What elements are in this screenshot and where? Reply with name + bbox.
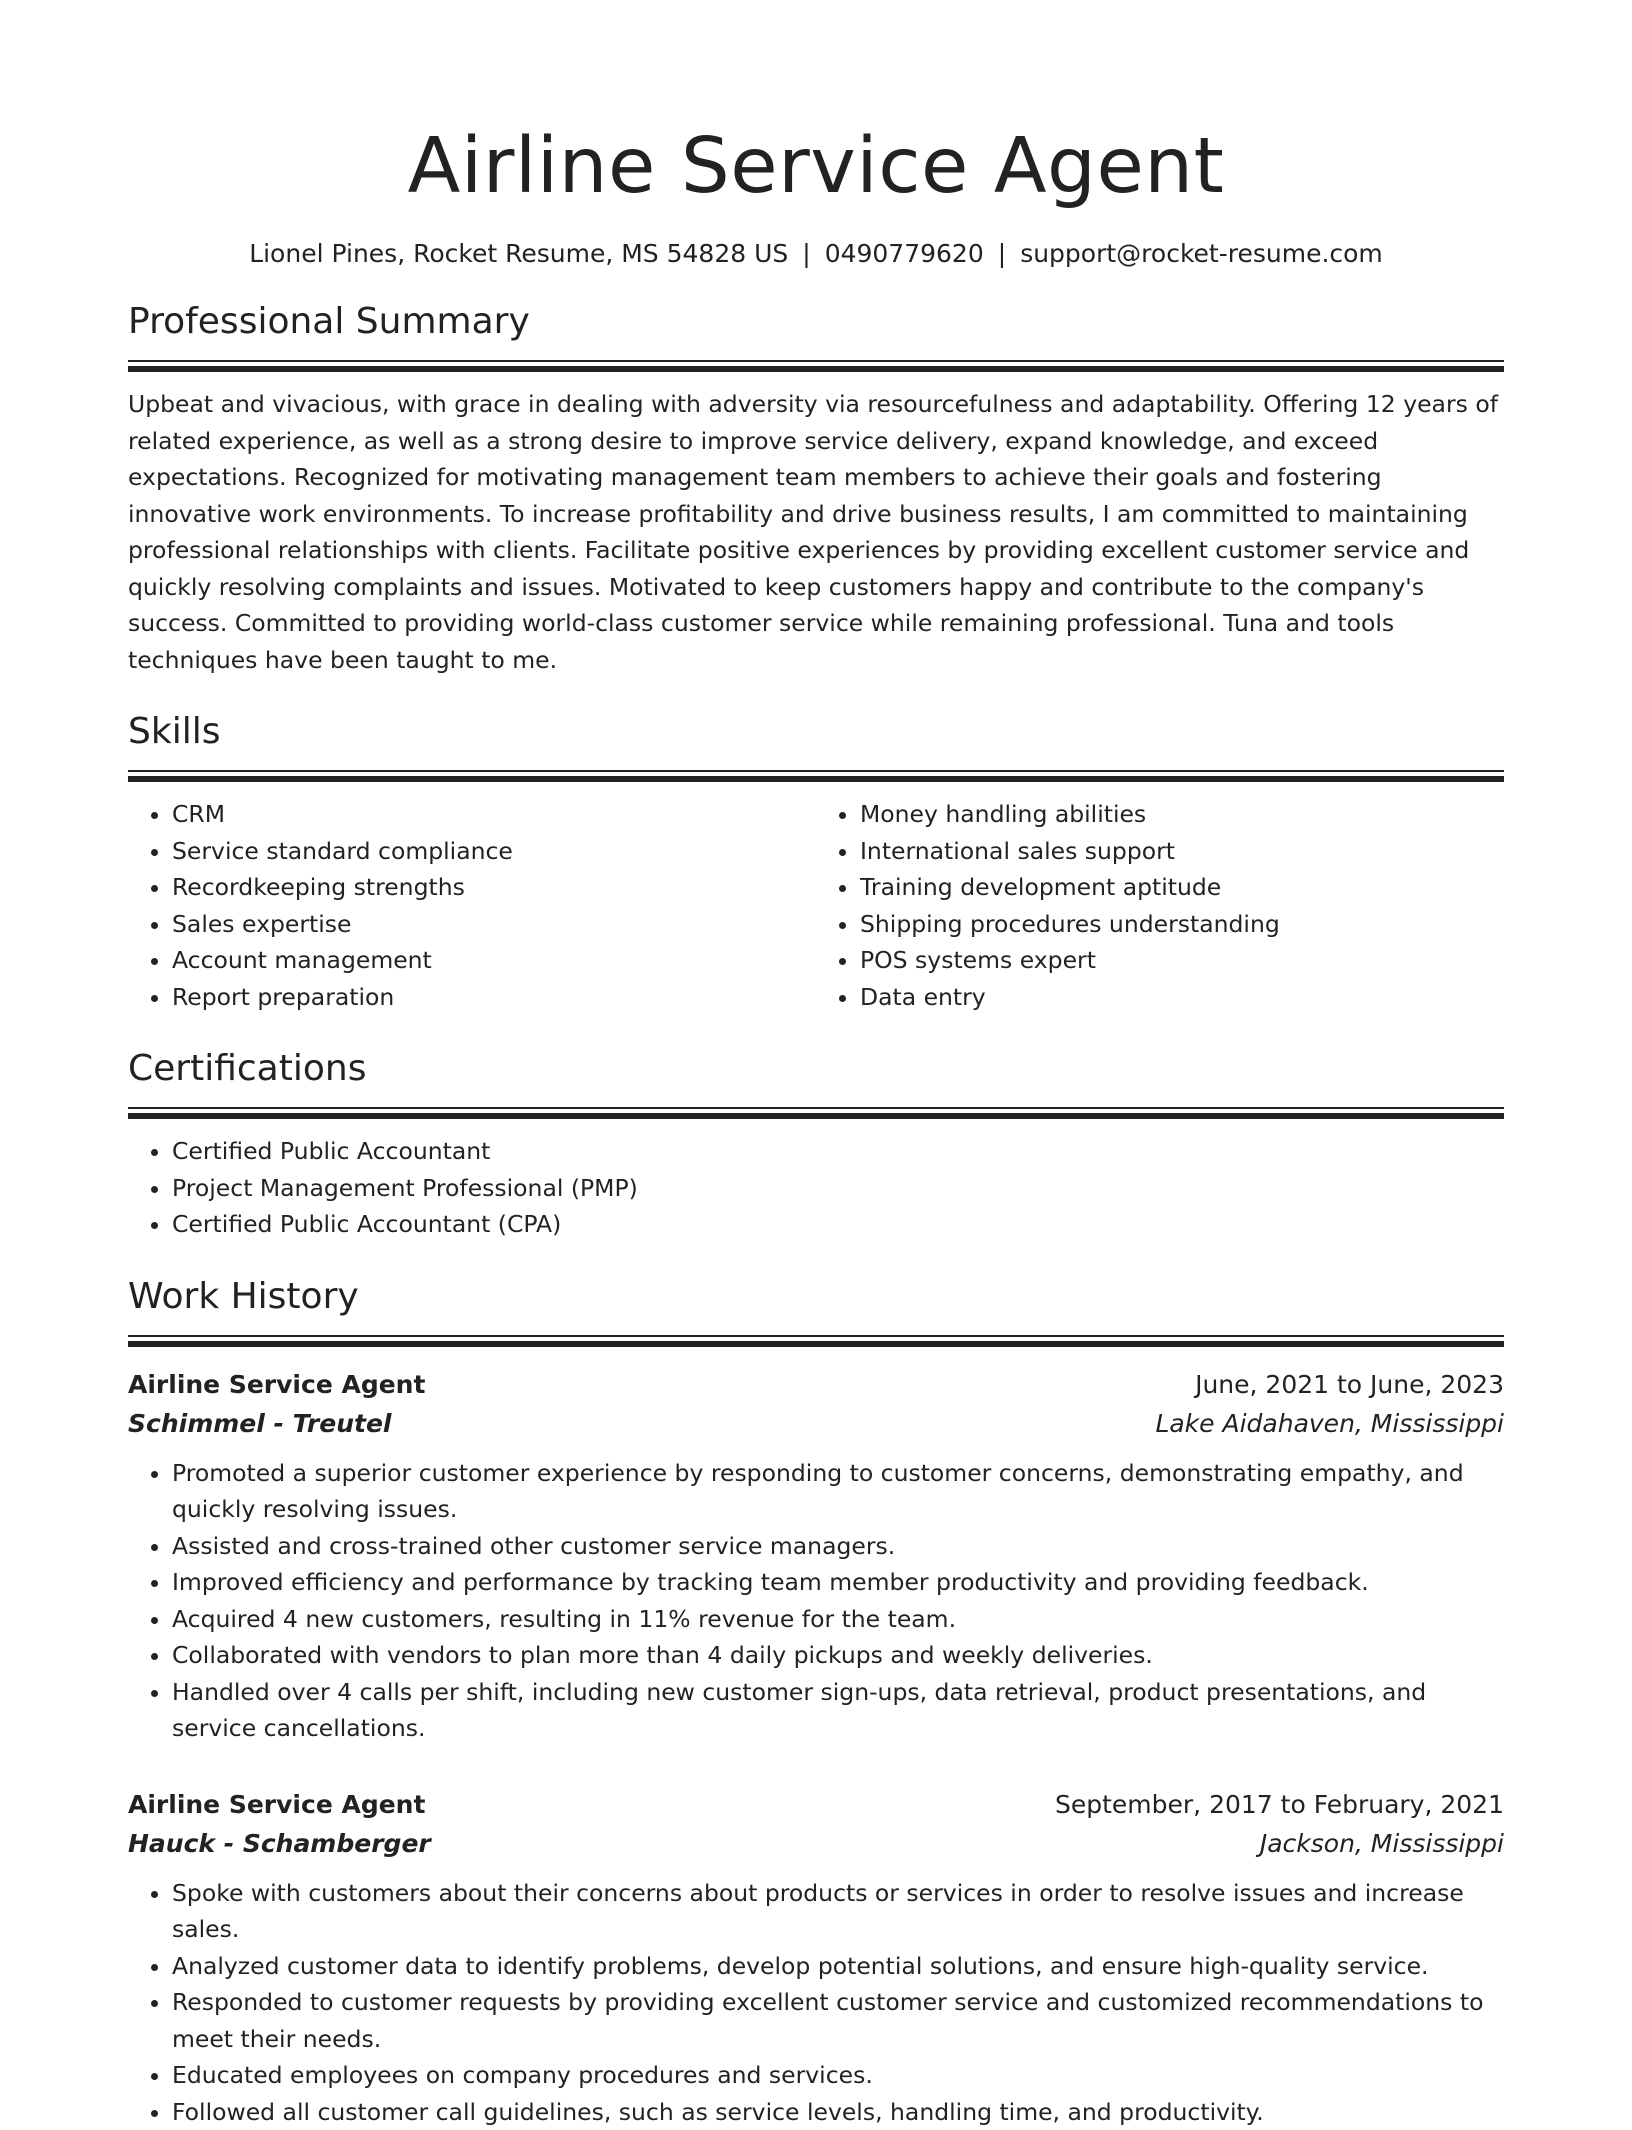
skill-item: • Shipping procedures understanding — [860, 906, 1504, 943]
job-title: Airline Service Agent — [128, 1785, 425, 1824]
skill-item: • Training development aptitude — [860, 869, 1504, 906]
job-bullet: • Assisted and cross-trained other customer service managers. — [172, 1528, 1504, 1565]
job-bullet: • Improved efficiency and performance by tracking team member productivity and providing feedback. — [172, 1564, 1504, 1601]
job-entry — [128, 1365, 1504, 1747]
certifications-section — [128, 1051, 1504, 1243]
skill-item: • CRM — [172, 796, 816, 833]
contact-line — [128, 239, 1504, 268]
job-location: Jackson, Mississippi — [1260, 1824, 1504, 1863]
contact-separator: | — [802, 239, 810, 268]
resume-name: Airline Service Agent — [128, 128, 1504, 205]
skills-list-right — [816, 796, 1504, 1015]
job-bullets — [128, 1875, 1504, 2130]
work-history-heading: Work History — [128, 1279, 1504, 1315]
job-entry — [128, 1785, 1504, 2130]
job-bullet: • Educated employees on company procedures and services. — [172, 2057, 1504, 2094]
job-title: Airline Service Agent — [128, 1365, 425, 1404]
certification-item: • Project Management Professional (PMP) — [172, 1170, 1504, 1207]
skill-item: • POS systems expert — [860, 942, 1504, 979]
contact-phone: 0490779620 — [825, 239, 984, 268]
skill-item: • International sales support — [860, 833, 1504, 870]
job-company: Schimmel - Treutel — [128, 1404, 391, 1443]
summary-text: Upbeat and vivacious, with grace in dealing with adversity via resourcefulness and adaptability. Offering 12 years of related experience, as well as a strong desire to improve service delivery, expand knowledge, and exceed expectations. Recognized for motivating management team members to achieve their goals and fostering innovative work environments. To increase profitability and drive business results, I am committed to maintaining professional relationships with clients. Facilitate positive experiences by providing excellent customer service and quickly resolving complaints and issues. Motivated to keep customers happy and contribute to the company's success. Committed to providing world-class customer service while remaining professional. Tuna and tools techniques have been taught to me. — [128, 386, 1504, 678]
work-history-section — [128, 1279, 1504, 2130]
section-divider — [128, 1107, 1504, 1119]
skills-columns — [128, 796, 1504, 1015]
skill-item: • Recordkeeping strengths — [172, 869, 816, 906]
section-divider — [128, 1335, 1504, 1347]
job-header-row — [128, 1365, 1504, 1404]
certification-item: • Certified Public Accountant — [172, 1133, 1504, 1170]
skills-section — [128, 714, 1504, 1015]
job-location: Lake Aidahaven, Mississippi — [1155, 1404, 1504, 1443]
job-bullet: • Analyzed customer data to identify problems, develop potential solutions, and ensure high-quality service. — [172, 1948, 1504, 1985]
job-bullet: • Acquired 4 new customers, resulting in 11% revenue for the team. — [172, 1601, 1504, 1638]
job-header-row — [128, 1785, 1504, 1824]
skills-heading: Skills — [128, 714, 1504, 750]
section-divider — [128, 770, 1504, 782]
job-company-row — [128, 1824, 1504, 1863]
certifications-heading: Certifications — [128, 1051, 1504, 1087]
job-bullets — [128, 1455, 1504, 1747]
job-dates: June, 2021 to June, 2023 — [1195, 1365, 1504, 1404]
job-dates: September, 2017 to February, 2021 — [1055, 1785, 1504, 1824]
skill-item: • Report preparation — [172, 979, 816, 1016]
certifications-list — [128, 1133, 1504, 1243]
summary-heading: Professional Summary — [128, 304, 1504, 340]
job-company-row — [128, 1404, 1504, 1443]
certification-item: • Certified Public Accountant (CPA) — [172, 1206, 1504, 1243]
summary-section — [128, 304, 1504, 678]
job-bullet: • Collaborated with vendors to plan more than 4 daily pickups and weekly deliveries. — [172, 1637, 1504, 1674]
job-bullet: • Spoke with customers about their concerns about products or services in order to resolve issues and increase sales. — [172, 1875, 1504, 1948]
skills-list-left — [128, 796, 816, 1015]
skill-item: • Service standard compliance — [172, 833, 816, 870]
job-bullet: • Responded to customer requests by providing excellent customer service and customized recommendations to meet their needs. — [172, 1984, 1504, 2057]
contact-address: Lionel Pines, Rocket Resume, MS 54828 US — [249, 239, 788, 268]
skill-item: • Data entry — [860, 979, 1504, 1016]
skill-item: • Money handling abilities — [860, 796, 1504, 833]
skill-item: • Account management — [172, 942, 816, 979]
job-company: Hauck - Schamberger — [128, 1824, 431, 1863]
skill-item: • Sales expertise — [172, 906, 816, 943]
job-bullet: • Followed all customer call guidelines, such as service levels, handling time, and productivity. — [172, 2094, 1504, 2130]
job-bullet: • Handled over 4 calls per shift, including new customer sign-ups, data retrieval, product presentations, and service cancellations. — [172, 1674, 1504, 1747]
section-divider — [128, 360, 1504, 372]
job-bullet: • Promoted a superior customer experience by responding to customer concerns, demonstrating empathy, and quickly resolving issues. — [172, 1455, 1504, 1528]
contact-email: support@rocket-resume.com — [1020, 239, 1383, 268]
contact-separator: | — [998, 239, 1006, 268]
